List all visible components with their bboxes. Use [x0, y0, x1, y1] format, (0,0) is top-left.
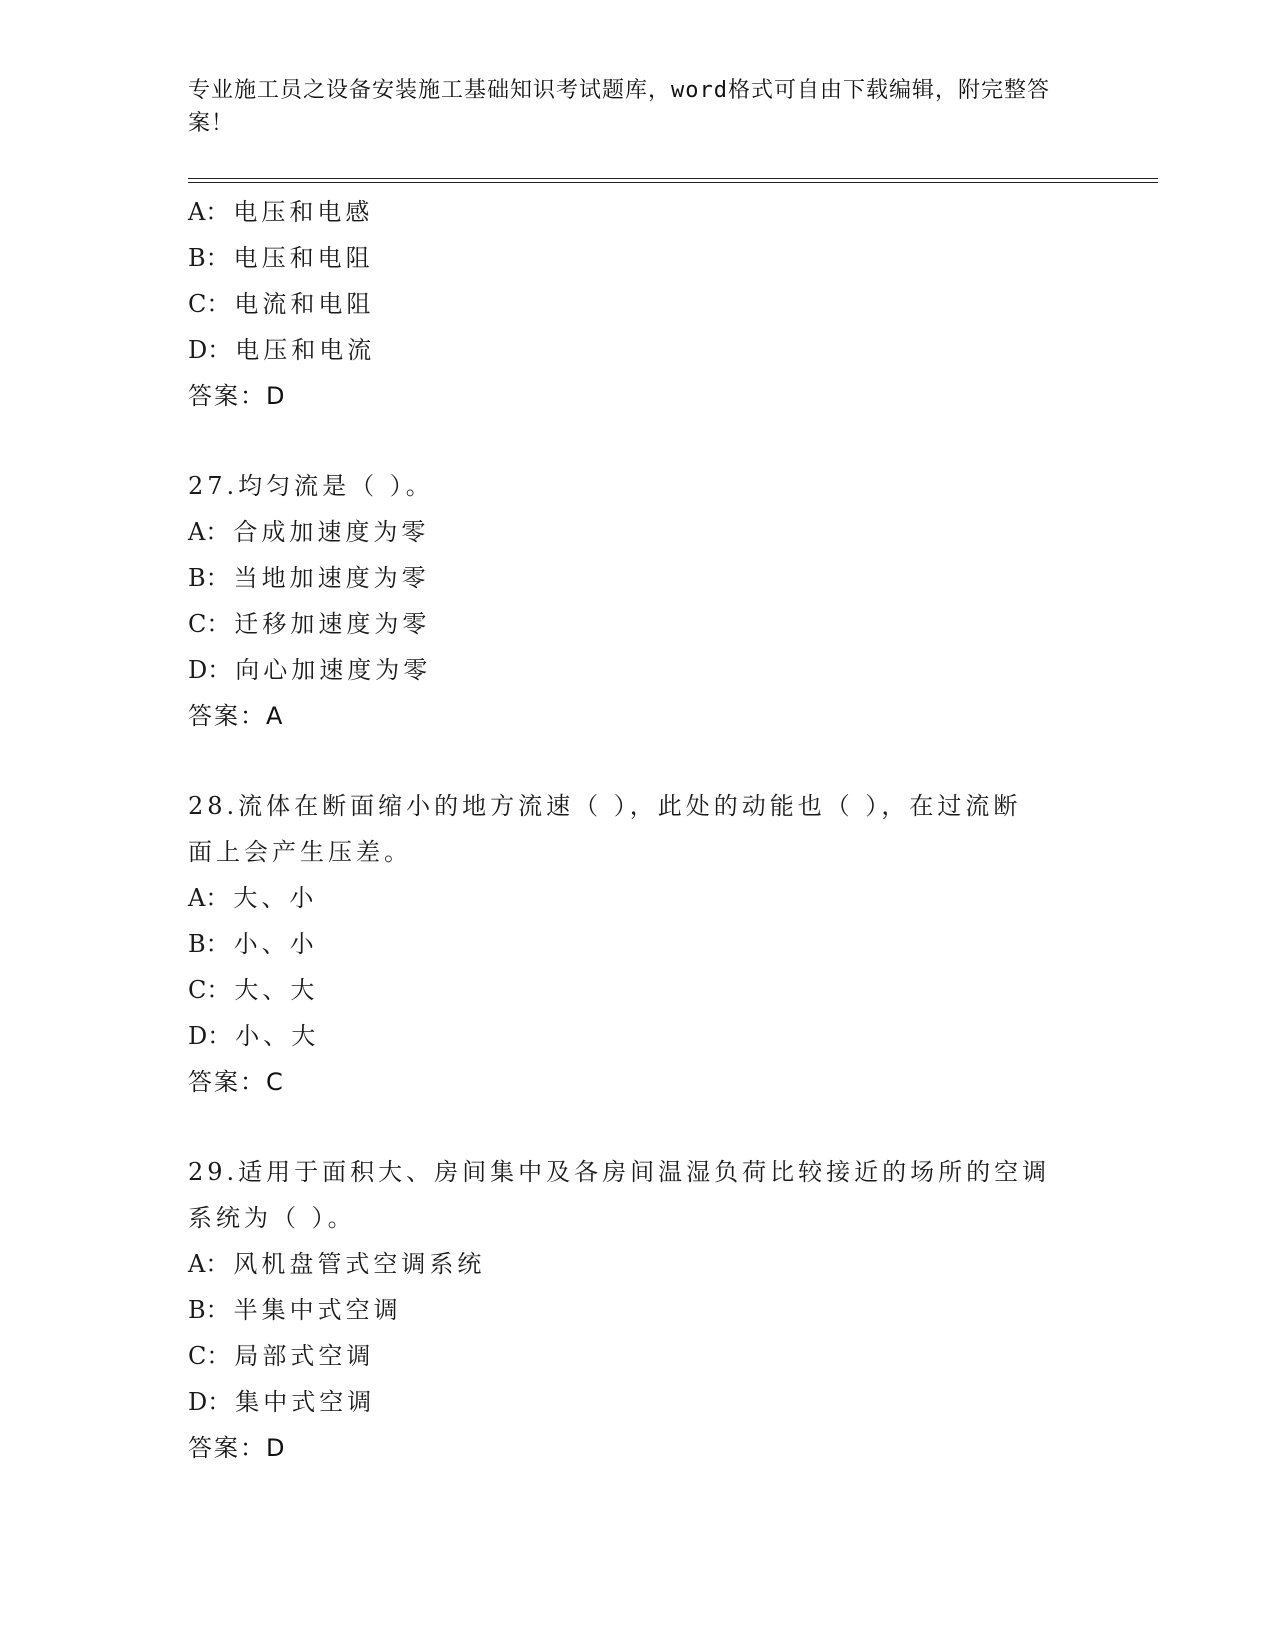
option-a: A：电压和电感 [188, 198, 374, 226]
option-a: A：合成加速度为零 [188, 518, 430, 546]
header-divider-bottom [188, 182, 1158, 183]
option-b: B：半集中式空调 [188, 1296, 402, 1324]
question-29 [188, 1149, 1088, 1471]
header-divider-top [188, 178, 1158, 179]
question-list [188, 189, 1088, 1471]
answer: 答案：D [188, 382, 287, 410]
question-title-line-2: 系统为（ ）。 [188, 1204, 356, 1232]
answer: 答案：A [188, 702, 285, 730]
question-title-line-1: 28.流体在断面缩小的地方流速（ ），此处的动能也（ ），在过流断 [188, 792, 1022, 820]
option-c: C：电流和电阻 [188, 290, 375, 318]
answer: 答案：D [188, 1434, 287, 1462]
option-d: D：电压和电流 [188, 336, 376, 364]
option-d: D：小、大 [188, 1022, 320, 1050]
question-title-line-1: 29.适用于面积大、房间集中及各房间温湿负荷比较接近的场所的空调 [188, 1158, 1051, 1186]
option-d: D：向心加速度为零 [188, 656, 432, 684]
question-title-line-2: 面上会产生压差。 [188, 838, 412, 866]
answer: 答案：C [188, 1068, 285, 1096]
question-title: 27.均匀流是（ ）。 [188, 472, 434, 500]
option-a: A：大、小 [188, 884, 318, 912]
option-c: C：局部式空调 [188, 1342, 375, 1370]
option-b: B：小、小 [188, 930, 318, 958]
option-b: B：电压和电阻 [188, 244, 374, 272]
document-header: 专业施工员之设备安装施工基础知识考试题库，word格式可自由下载编辑，附完整答案！ [188, 78, 1050, 136]
option-c: C：大、大 [188, 976, 319, 1004]
question-28 [188, 783, 1088, 1105]
option-c: C：迁移加速度为零 [188, 610, 431, 638]
question-27 [188, 463, 1088, 739]
question-26-continued [188, 189, 1088, 419]
option-d: D：集中式空调 [188, 1388, 376, 1416]
option-b: B：当地加速度为零 [188, 564, 430, 592]
option-a: A：风机盘管式空调系统 [188, 1250, 486, 1278]
